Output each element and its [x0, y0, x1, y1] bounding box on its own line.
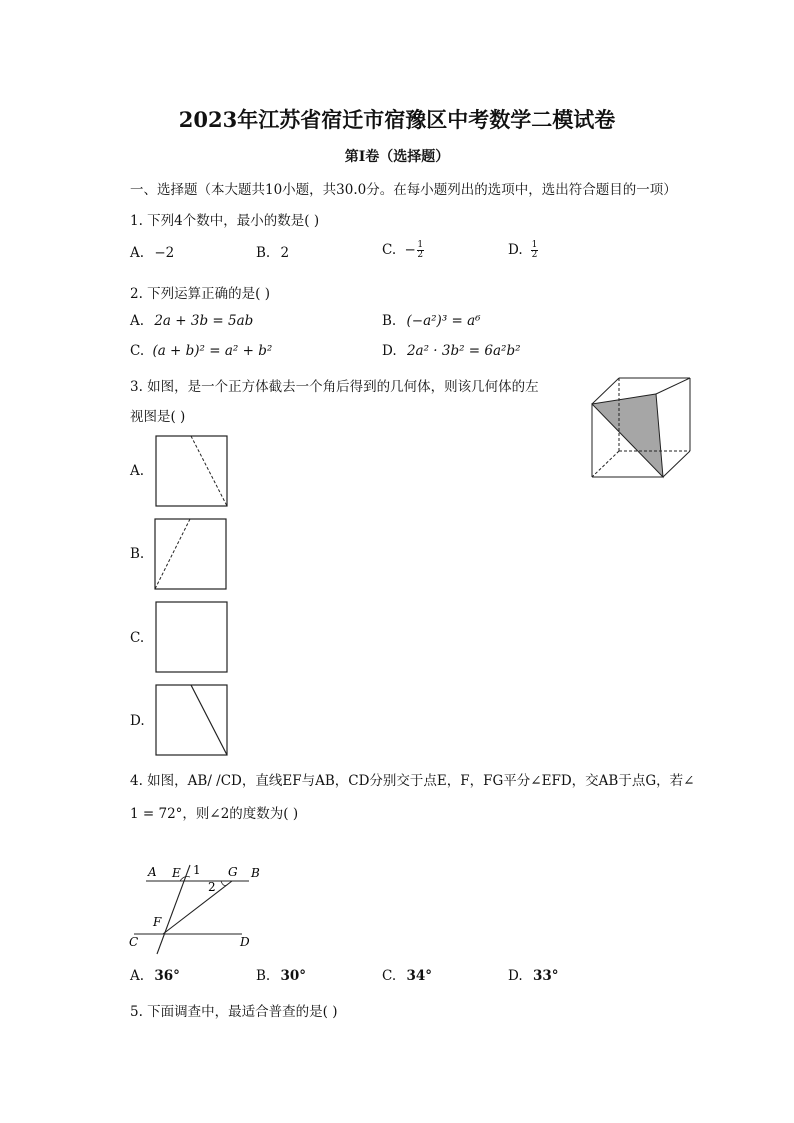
q2-d-expr: 2a² · 3b² = 6a²b² [406, 343, 521, 359]
q1-b-label: B. [256, 245, 271, 261]
q2-d-label: D. [382, 343, 397, 359]
q1-c-label: C. [382, 242, 397, 258]
q2-b-expr: (−a²)³ = a⁶ [406, 313, 481, 329]
q4-d-value: 33° [532, 968, 559, 984]
q2-option-a[interactable] [130, 313, 253, 329]
q4-a-value: 36° [154, 968, 180, 984]
q4-option-c[interactable] [382, 968, 432, 984]
q1-c-num: 1 [417, 240, 424, 250]
section-header: 一、选择题（本大题共10小题，共30.0分。在每小题列出的选项中，选出符合题目的一项） [130, 182, 677, 198]
q2-a-label: A. [130, 313, 145, 329]
q4-c-value: 34° [406, 968, 432, 984]
q1-stem: 1. 下列4个数中，最小的数是( ) [130, 213, 320, 229]
q4-c-label: C. [382, 968, 397, 984]
q3-option-d-figure[interactable] [155, 684, 229, 758]
q3-cut-triangle [592, 394, 663, 477]
q3-cube-figure [586, 374, 694, 482]
q4-label-e: E [172, 866, 181, 880]
q4-b-value: 30° [280, 968, 307, 984]
q3-c-label: C. [130, 630, 145, 646]
q4-label-b: B [251, 866, 260, 880]
q1-b-value: 2 [280, 245, 290, 261]
q1-a-label: A. [130, 245, 145, 261]
q4-option-a[interactable] [130, 968, 180, 984]
volume-title: 第I卷（选择题） [344, 149, 450, 165]
q3-d-label: D. [130, 713, 145, 729]
q4-parallel-lines-figure [124, 855, 274, 960]
q1-d-label: D. [508, 242, 523, 258]
q4-stem-line2: 1 = 72°，则∠2的度数为( ) [130, 806, 299, 822]
q1-option-c[interactable] [382, 241, 425, 260]
q3-b-label: B. [130, 546, 145, 562]
page-title: 2023年江苏省宿迁市宿豫区中考数学二模试卷 [178, 107, 616, 132]
q3-option-c-figure[interactable] [155, 601, 229, 675]
q2-b-label: B. [382, 313, 397, 329]
q4-label-angle1: 1 [193, 863, 201, 877]
q1-option-a[interactable] [130, 245, 174, 261]
q4-option-d[interactable] [508, 968, 558, 984]
q4-label-f: F [153, 915, 162, 929]
q1-d-den: 2 [531, 250, 538, 260]
q2-stem: 2. 下列运算正确的是( ) [130, 286, 270, 302]
q4-stem-line1: 4. 如图，AB/ /CD，直线EF与AB，CD分别交于点E，F，FG平分∠EFD，交AB于点G，若∠ [130, 773, 695, 789]
q1-d-fraction [531, 241, 538, 260]
q4-label-d: D [240, 935, 250, 949]
q1-c-sign: − [404, 242, 416, 258]
q1-c-den: 2 [417, 250, 424, 260]
q4-label-a: A [148, 865, 157, 879]
q1-a-value: −2 [154, 245, 175, 261]
q2-c-expr: (a + b)² = a² + b² [152, 343, 273, 359]
q3-option-a-figure[interactable] [155, 435, 229, 509]
q3-stem-line1: 3. 如图，是一个正方体截去一个角后得到的几何体，则该几何体的左 [130, 379, 539, 395]
q5-stem: 5. 下面调查中，最适合普查的是( ) [130, 1004, 338, 1020]
q4-option-b[interactable] [256, 968, 306, 984]
q4-a-label: A. [130, 968, 145, 984]
q2-option-d[interactable] [382, 343, 521, 359]
q3-option-b-figure[interactable] [154, 518, 228, 592]
q3-stem-line2: 视图是( ) [130, 409, 186, 425]
q3-a-label: A. [130, 463, 145, 479]
q4-label-g: G [228, 865, 238, 879]
q4-label-angle2: 2 [208, 880, 216, 894]
q2-option-b[interactable] [382, 313, 481, 329]
q4-b-label: B. [256, 968, 271, 984]
q1-d-num: 1 [531, 240, 538, 250]
q4-label-c: C [129, 935, 139, 949]
q1-option-d[interactable] [508, 241, 539, 260]
q2-option-c[interactable] [130, 343, 272, 359]
q1-c-fraction [417, 241, 424, 260]
q2-a-expr: 2a + 3b = 5ab [154, 313, 254, 329]
q4-d-label: D. [508, 968, 523, 984]
q1-option-b[interactable] [256, 245, 289, 261]
q2-c-label: C. [130, 343, 145, 359]
